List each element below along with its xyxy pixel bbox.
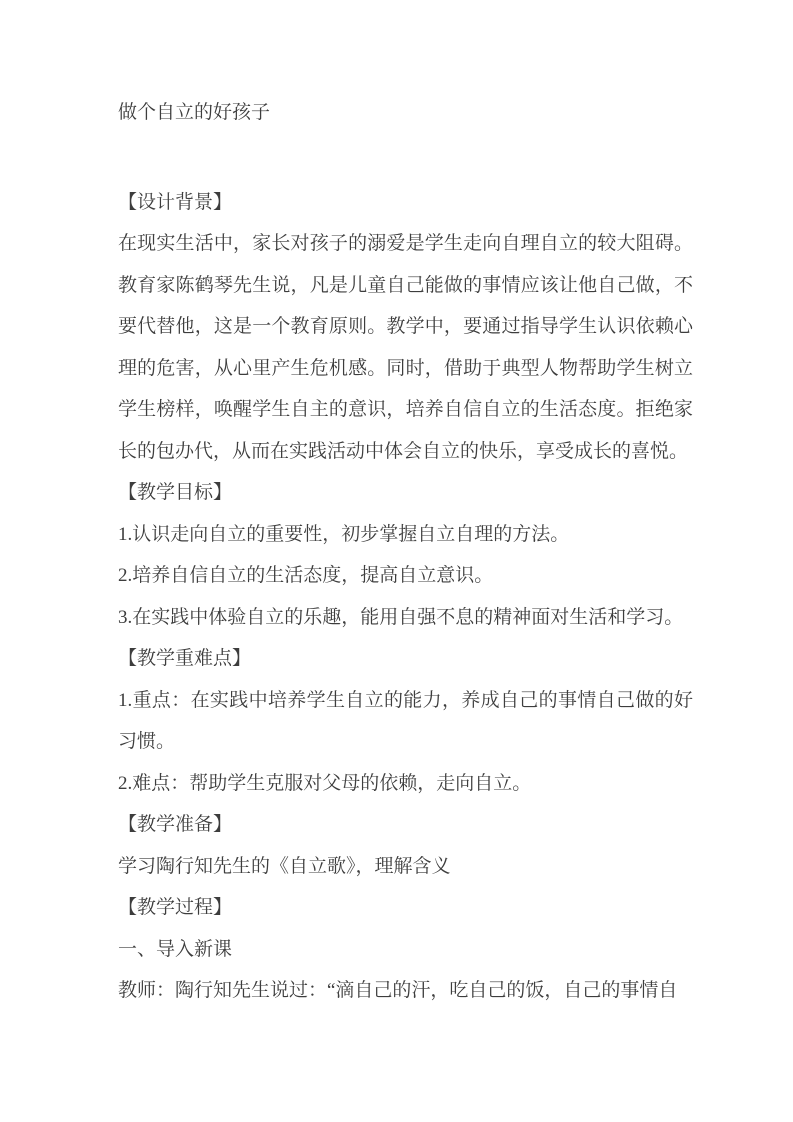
objective-item-1: 1.认识走向自立的重要性，初步掌握自立自理的方法。 [118,523,570,545]
objective-item-3: 3.在实践中体验自立的乐趣，能用自强不息的精神面对生活和学习。 [118,606,684,628]
subsection-lead-in-new-lesson: 一、导入新课 [118,938,233,960]
difficult-point-item: 2.难点：帮助学生克服对父母的依赖，走向自立。 [118,772,532,794]
doc-title: 做个自立的好孩子 [118,102,271,123]
preparation-text: 学习陶行知先生的《自立歌》，理解含义 [118,855,451,877]
objective-item-2: 2.培养自信自立的生活态度，提高自立意识。 [118,565,494,586]
teacher-dialogue-line: 教师：陶行知先生说过：“滴自己的汗，吃自己的饭，自己的事情自 [118,980,678,1001]
section-heading-teaching-preparation: 【教学准备】 [118,814,233,835]
section-heading-teaching-process: 【教学过程】 [118,897,233,918]
title-gap [118,134,693,182]
section-heading-key-difficult-points: 【教学重难点】 [118,648,252,669]
key-point-item: 1.重点：在实践中培养学生自立的能力，养成自己的事情自己做的好习惯。 [118,689,693,752]
section-heading-teaching-objectives: 【教学目标】 [118,482,233,503]
section-heading-design-background: 【设计背景】 [118,191,233,213]
paragraph-design-background: 在现实生活中，家长对孩子的溺爱是学生走向自理自立的较大阻碍。教育家陈鹤琴先生说，凡是儿童自己能做的事情应该让他自己做，不要代替他，这是一个教育原则。教学中，要通过指导学生认识依赖心理的危害，从心里产生危机感。同时，借助于典型人物帮助学生树立学生榜样，唤醒学生自主的意识，培养自信自立的生活态度。拒绝家长的包办代，从而在实践活动中体会自立的快乐，享受成长的喜悦。 [118,233,693,462]
